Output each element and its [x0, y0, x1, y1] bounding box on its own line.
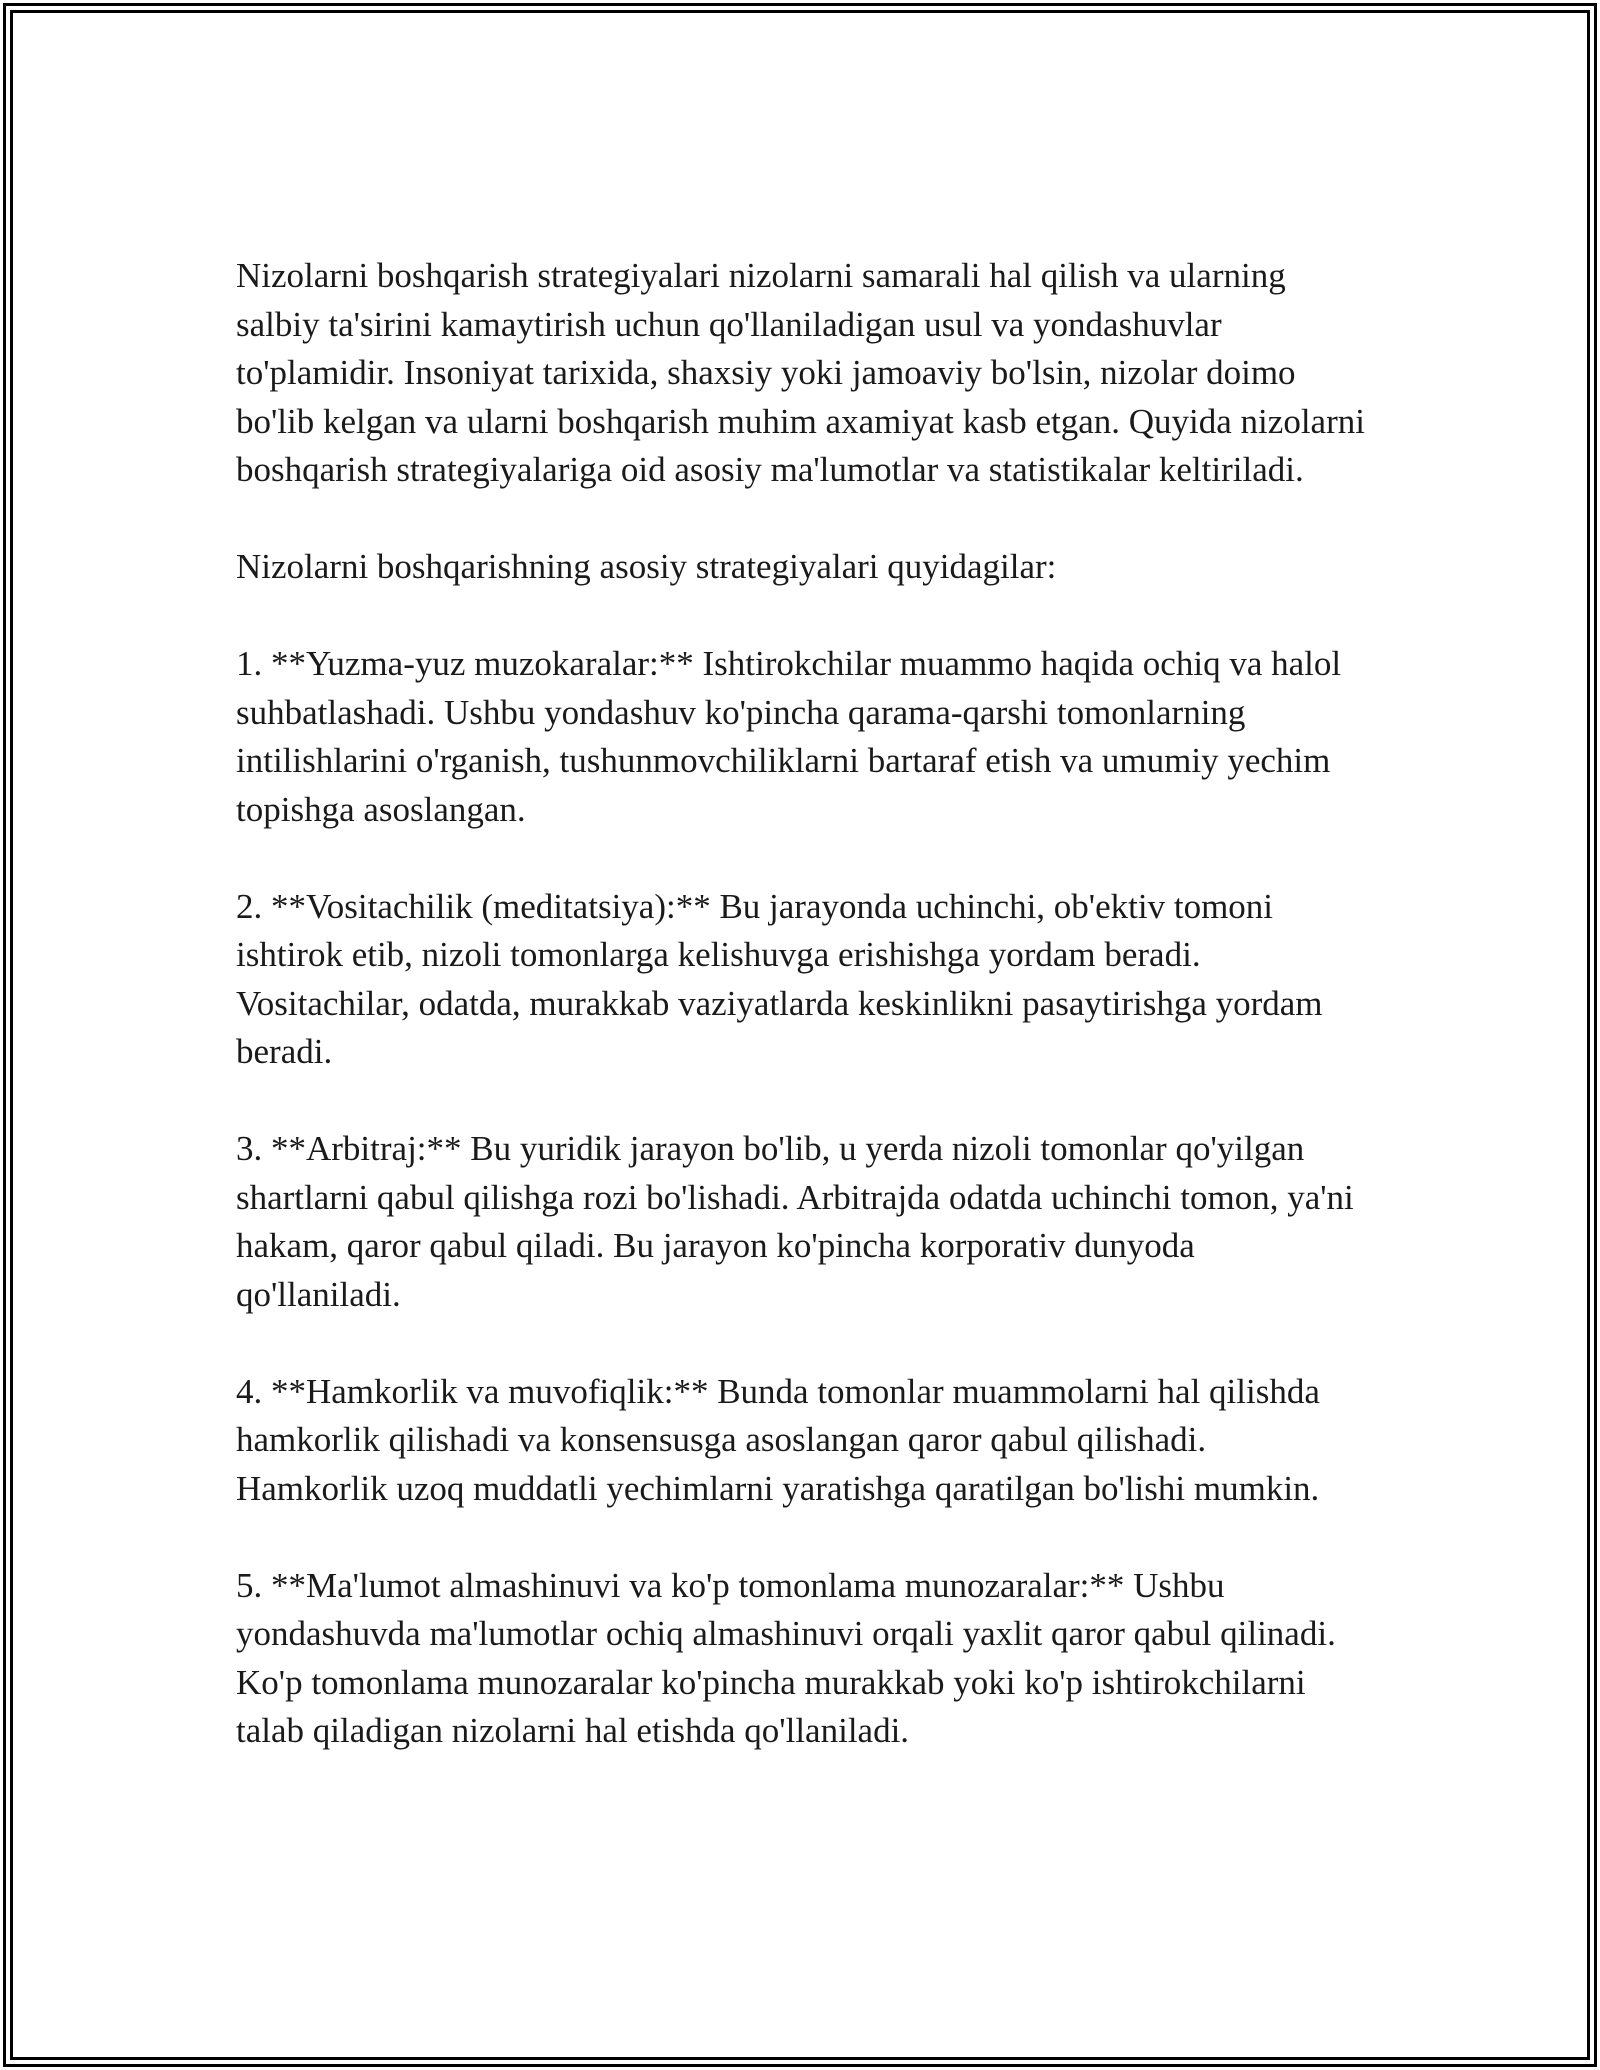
list-item-arbitration: 3. **Arbitraj:** Bu yuridik jarayon bo'lib, u yerda nizoli tomonlar qo'yilgan shartlarni qabul qilishga rozi bo'lishadi. Arbitrajda odatda uchinchi tomon, ya'ni hakam, qaror qabul qiladi. Bu jarayon ko'pincha korporativ dunyoda qo'llaniladi. [236, 1129, 1354, 1314]
list-item-negotiations: 1. **Yuzma-yuz muzokaralar:** Ishtirokchilar muammo haqida ochiq va halol suhbatlashadi. Ushbu yondashuv ko'pincha qarama-qarshi tomonlarning intilishlarini o'rganish, tushunmovchiliklarni bartaraf etish va umumiy yechim topishga asoslangan. [236, 644, 1342, 829]
list-item-mediation: 2. **Vositachilik (meditatsiya):** Bu jarayonda uchinchi, ob'ektiv tomoni ishtirok etib, nizoli tomonlarga kelishuvga erishishga yordam beradi. Vositachilar, odatda, murakkab vaziyatlarda keskinlikni pasaytirishga yordam beradi. [236, 886, 1323, 1071]
intro-paragraph: Nizolarni boshqarish strategiyalari nizolarni samarali hal qilish va ularning salbiy ta'sirini kamaytirish uchun qo'llaniladigan usul va yondashuvlar to'plamidir. Insoniyat tarixida, shaxsiy yoki jamoaviy bo'lsin, nizolar doimo bo'lib kelgan va ularni boshqarish muhim axamiyat kasb etgan. Quyida nizolarni boshqarish strategiyalariga oid asosiy ma'lumotlar va statistikalar keltiriladi. [236, 256, 1365, 489]
list-item-information-exchange: 5. **Ma'lumot almashinuvi va ko'p tomonlama munozaralar:** Ushbu yondashuvda ma'lumotlar ochiq almashinuvi orqali yaxlit qaror qabul qilinadi. Ko'p tomonlama munozaralar ko'pincha murakkab yoki ko'p ishtirokchilarni talab qiladigan nizolarni hal etishda qo'llaniladi. [236, 1565, 1336, 1750]
list-item-collaboration: 4. **Hamkorlik va muvofiqlik:** Bunda tomonlar muammolarni hal qilishda hamkorlik qilishadi va konsensusga asoslangan qaror qabul qilishadi. Hamkorlik uzoq muddatli yechimlarni yaratishga qaratilgan bo'lishi mumkin. [236, 1371, 1320, 1508]
strategies-heading-paragraph: Nizolarni boshqarishning asosiy strategiyalari quyidagilar: [236, 547, 1057, 586]
document-body [236, 252, 1366, 1756]
